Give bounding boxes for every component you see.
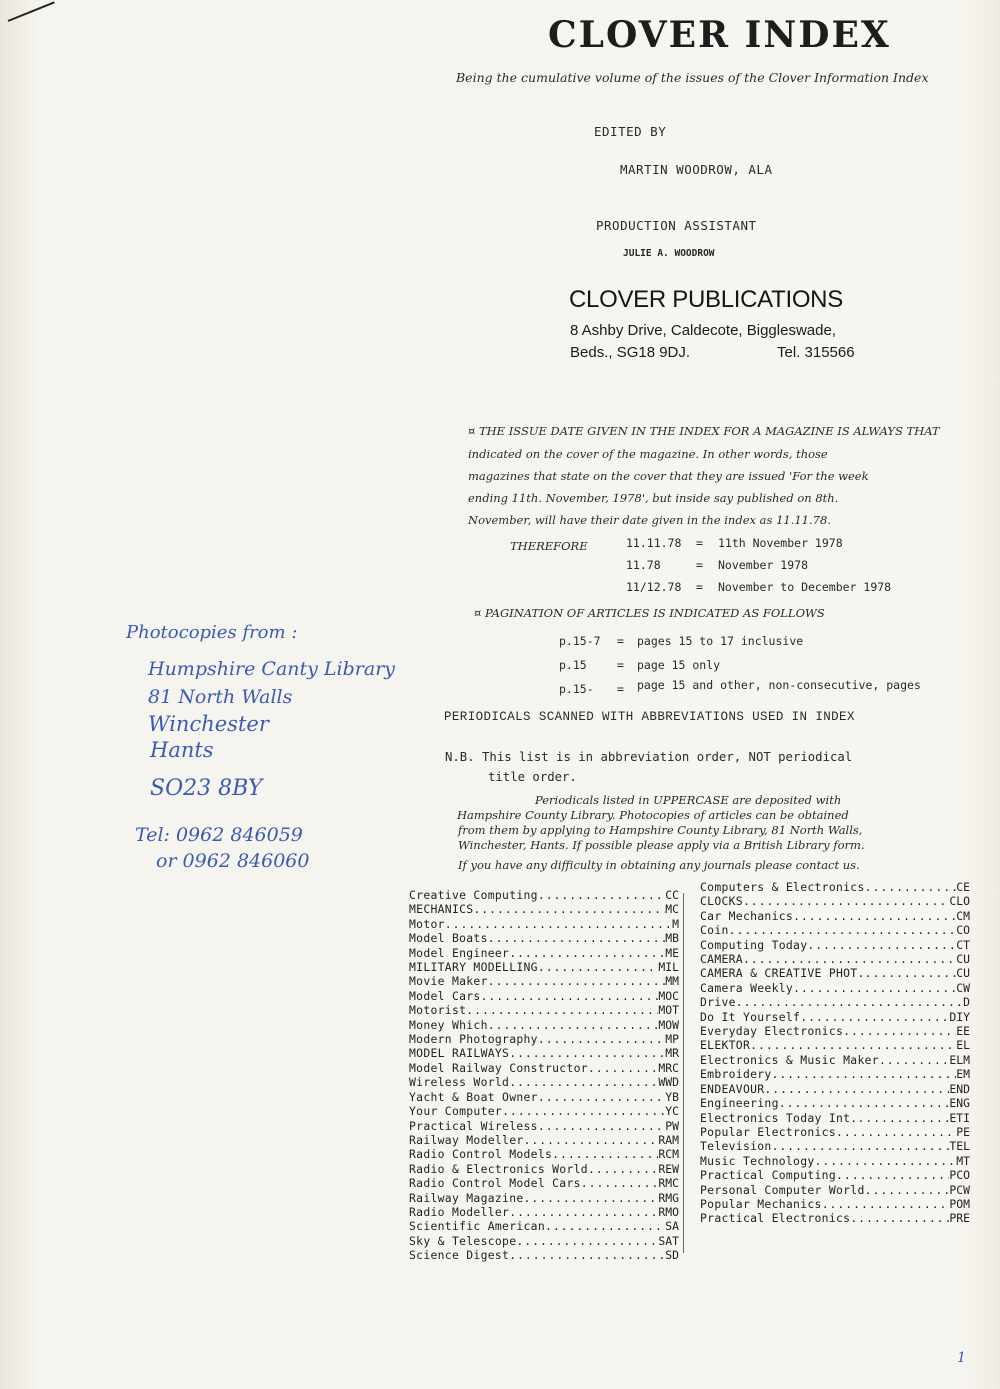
periodical-entry <box>700 981 970 995</box>
pagination-code: p.15 <box>559 658 587 672</box>
periodical-abbreviation: TEL <box>949 1139 970 1154</box>
periodical-name: Camera Weekly <box>700 980 794 995</box>
publisher-address-line2: Beds., SG18 9DJ. <box>570 344 691 361</box>
periodical-abbreviation: SA <box>665 1219 679 1234</box>
periodical-entry <box>409 931 679 945</box>
leader-dots <box>538 960 659 974</box>
leader-dots <box>729 923 957 937</box>
periodical-name: Car Mechanics <box>700 908 794 923</box>
periodical-entry <box>409 1003 679 1017</box>
periodical-abbreviation: ETI <box>949 1110 970 1125</box>
periodical-entry <box>409 1162 679 1176</box>
periodical-entry <box>409 1219 679 1233</box>
handwritten-note-line: Winchester <box>148 712 269 736</box>
periodical-name: MECHANICS <box>409 902 474 917</box>
date-example-eq: = <box>696 536 703 550</box>
leader-dots <box>807 938 956 952</box>
periodical-name: Practical Wireless <box>409 1118 538 1133</box>
periodical-name: Music Technology <box>700 1153 815 1168</box>
assistant-label: PRODUCTION ASSISTANT <box>596 218 757 233</box>
periodical-abbreviation: PW <box>665 1118 679 1133</box>
periodical-entry <box>700 1154 970 1168</box>
leader-dots <box>865 966 957 980</box>
periodical-entry <box>700 1010 970 1024</box>
periodical-name: Railway Magazine <box>409 1190 524 1205</box>
periodical-entry <box>409 888 679 902</box>
leader-dots <box>588 1061 658 1075</box>
periodical-entry <box>700 1067 970 1081</box>
periodical-entry <box>700 1096 970 1110</box>
periodical-entry <box>409 1104 679 1118</box>
leader-dots <box>481 989 659 1003</box>
leader-dots <box>865 880 957 894</box>
periodical-entry <box>409 1090 679 1104</box>
periodical-entry <box>700 1053 970 1067</box>
periodical-entry <box>409 1018 679 1032</box>
periodical-entry <box>700 1038 970 1052</box>
periodical-name: Radio Control Model Cars <box>409 1176 581 1191</box>
periodical-entry <box>700 909 970 923</box>
leader-dots <box>865 1183 950 1197</box>
periodical-abbreviation: MOW <box>658 1017 679 1032</box>
periodical-name: Electronics & Music Maker <box>700 1052 879 1067</box>
periodical-abbreviation: CT <box>956 937 970 952</box>
periodical-abbreviation: MRC <box>658 1060 679 1075</box>
periodical-entry <box>700 880 970 894</box>
pagination-meaning: page 15 only <box>637 658 721 672</box>
publisher-address-line1: 8 Ashby Drive, Caldecote, Biggleswade, <box>570 322 836 339</box>
issue-date-note-line: magazines that state on the cover that they are issued 'For the week <box>468 469 869 483</box>
periodical-name: ELEKTOR <box>700 1038 751 1053</box>
periodical-abbreviation: EE <box>956 1024 970 1039</box>
periodical-abbreviation: MM <box>665 974 679 989</box>
date-example-meaning: 11th November 1978 <box>718 536 843 550</box>
periodical-abbreviation: CLO <box>949 894 970 909</box>
periodical-name: Railway Modeller <box>409 1132 524 1147</box>
periodical-name: Practical Computing <box>700 1168 836 1183</box>
issue-date-note-line: ¤ THE ISSUE DATE GIVEN IN THE INDEX FOR A MAGAZINE IS ALWAYS THAT <box>468 424 940 438</box>
periodical-name: Movie Maker <box>409 974 488 989</box>
pagination-code: p.15-7 <box>559 634 601 648</box>
leader-dots <box>502 1104 665 1118</box>
date-example-code: 11/12.78 <box>626 580 682 594</box>
leader-dots <box>445 917 672 931</box>
periodical-name: Drive <box>700 995 736 1010</box>
periodical-name: Embroidery <box>700 1067 772 1082</box>
document-subtitle: Being the cumulative volume of the issues of the Clover Information Index <box>456 70 929 85</box>
periodical-abbreviation: YC <box>665 1104 679 1119</box>
pagination-eq: = <box>617 682 624 696</box>
periodical-abbreviation: MR <box>665 1046 679 1061</box>
leader-dots <box>509 946 665 960</box>
periodical-abbreviation: MT <box>956 1153 970 1168</box>
periodical-entry <box>409 1248 679 1262</box>
periodical-name: Television <box>700 1139 772 1154</box>
leader-dots <box>473 902 665 916</box>
leader-dots <box>488 974 666 988</box>
assistant-name: JULIE A. WOODROW <box>623 248 715 259</box>
leader-dots <box>552 1147 658 1161</box>
leader-dots <box>466 1003 658 1017</box>
periodical-abbreviation: SD <box>665 1248 679 1263</box>
page-number: 1 <box>957 1350 966 1366</box>
uppercase-note-line: Winchester, Hants. If possible please apply via a British Library form. <box>458 838 865 852</box>
leader-dots <box>524 1191 659 1205</box>
periodical-abbreviation: RMG <box>658 1190 679 1205</box>
periodical-abbreviation: CC <box>665 888 679 902</box>
periodical-abbreviation: CM <box>956 908 970 923</box>
periodical-name: Yacht & Boat Owner <box>409 1089 538 1104</box>
periodical-name: CAMERA & CREATIVE PHOT. <box>700 966 865 981</box>
date-example-eq: = <box>696 558 703 572</box>
periodical-name: Do It Yourself <box>700 1009 801 1024</box>
periodical-entry <box>409 1061 679 1075</box>
periodical-abbreviation: MC <box>665 902 679 917</box>
pagination-heading: ¤ PAGINATION OF ARTICLES IS INDICATED AS FOLLOWS <box>474 606 825 620</box>
leader-dots <box>588 1162 658 1176</box>
periodical-entry <box>700 1111 970 1125</box>
periodical-name: Computing Today <box>700 937 808 952</box>
leader-dots <box>509 1046 665 1060</box>
periodical-abbreviation: EM <box>956 1067 970 1082</box>
leader-dots <box>779 1096 950 1110</box>
date-example-meaning: November 1978 <box>718 558 809 572</box>
periodical-name: Wireless World <box>409 1075 510 1090</box>
periodicals-heading: PERIODICALS SCANNED WITH ABBREVIATIONS USED IN INDEX <box>444 710 855 724</box>
leader-dots <box>850 1211 949 1225</box>
periodical-entry <box>409 1119 679 1133</box>
pagination-eq: = <box>617 634 624 648</box>
nb-line: title order. <box>488 770 577 784</box>
document-title: CLOVER INDEX <box>548 14 891 56</box>
date-example-code: 11.11.78 <box>626 536 682 550</box>
periodical-entry <box>700 1082 970 1096</box>
leader-dots <box>843 1024 956 1038</box>
leader-dots <box>815 1154 957 1168</box>
periodical-name: Practical Electronics <box>700 1211 851 1226</box>
periodical-abbreviation: CU <box>956 952 970 967</box>
leader-dots <box>538 1032 665 1046</box>
handwritten-note-line: 81 North Walls <box>148 686 293 708</box>
periodical-name: Motorist <box>409 1003 467 1018</box>
periodical-entry <box>409 989 679 1003</box>
pagination-code: p.15- <box>559 682 594 696</box>
leader-dots <box>857 1111 949 1125</box>
periodical-name: Your Computer <box>409 1104 503 1119</box>
pagination-meaning: pages 15 to 17 inclusive <box>637 634 804 648</box>
uppercase-note-line: Hampshire County Library. Photocopies of articles can be obtained <box>457 808 849 822</box>
publisher-name: CLOVER PUBLICATIONS <box>569 286 843 313</box>
leader-dots <box>800 1010 949 1024</box>
leader-dots <box>488 931 666 945</box>
periodical-abbreviation: PE <box>956 1124 970 1139</box>
periodical-name: Radio Modeller <box>409 1204 510 1219</box>
periodical-abbreviation: SAT <box>658 1233 679 1248</box>
periodical-abbreviation: EL <box>956 1038 970 1053</box>
periodical-entry <box>409 1133 679 1147</box>
periodical-name: Radio & Electronics World <box>409 1161 588 1176</box>
periodical-name: Model Engineer <box>409 945 510 960</box>
periodical-name: Science Digest <box>409 1248 510 1263</box>
periodical-entry <box>700 1211 970 1225</box>
leader-dots <box>538 888 665 902</box>
periodical-abbreviation: D <box>963 995 970 1010</box>
periodical-entry <box>409 902 679 916</box>
periodical-abbreviation: YB <box>665 1089 679 1104</box>
leader-dots <box>772 1139 950 1153</box>
leader-dots <box>879 1053 949 1067</box>
periodical-name: Electronics Today Int. <box>700 1110 858 1125</box>
periodical-entry <box>700 938 970 952</box>
periodical-name: ENDEAVOUR <box>700 1081 765 1096</box>
handwritten-note-line: Photocopies from : <box>126 622 298 643</box>
handwritten-note-line: Humpshire Canty Library <box>148 658 396 680</box>
periodical-abbreviation: CW <box>956 980 970 995</box>
periodical-abbreviation: PRE <box>949 1211 970 1226</box>
periodical-entry <box>700 952 970 966</box>
periodical-abbreviation: RMO <box>658 1204 679 1219</box>
periodical-abbreviation: MOC <box>658 988 679 1003</box>
leader-dots <box>538 1090 665 1104</box>
periodical-name: Model Cars <box>409 988 481 1003</box>
leader-dots <box>743 894 949 908</box>
leader-dots <box>524 1133 659 1147</box>
leader-dots <box>581 1176 659 1190</box>
publisher-telephone: Tel. 315566 <box>777 344 855 361</box>
leader-dots <box>750 1038 956 1052</box>
periodical-name: Money Which <box>409 1017 488 1032</box>
periodical-name: Everyday Electronics <box>700 1024 844 1039</box>
pen-mark <box>8 1 55 22</box>
periodical-entry <box>409 960 679 974</box>
periodical-entry <box>409 1147 679 1161</box>
leader-dots <box>545 1219 665 1233</box>
leader-dots <box>509 1248 665 1262</box>
periodical-entry <box>409 1191 679 1205</box>
periodical-name: Computers & Electronics <box>700 880 865 894</box>
periodical-name: MILITARY MODELLING <box>409 960 538 975</box>
periodical-entry <box>409 1234 679 1248</box>
periodical-entry <box>409 946 679 960</box>
periodical-abbreviation: CU <box>956 966 970 981</box>
leader-dots <box>836 1125 956 1139</box>
periodical-abbreviation: MOT <box>658 1003 679 1018</box>
periodical-name: Popular Electronics <box>700 1124 836 1139</box>
periodical-name: Engineering <box>700 1096 779 1111</box>
periodical-abbreviation: MP <box>665 1032 679 1047</box>
edited-by-label: EDITED BY <box>594 124 667 139</box>
leader-dots <box>764 1082 949 1096</box>
leader-dots <box>743 952 956 966</box>
periodical-abbreviation: CO <box>956 923 970 938</box>
leader-dots <box>538 1119 665 1133</box>
periodical-entry <box>409 1046 679 1060</box>
periodical-entry <box>409 1075 679 1089</box>
periodical-abbreviation: CE <box>956 880 970 894</box>
periodical-entry <box>700 1197 970 1211</box>
date-example-eq: = <box>696 580 703 594</box>
periodical-entry <box>409 917 679 931</box>
leader-dots <box>509 1075 658 1089</box>
periodical-abbreviation: DIY <box>949 1009 970 1024</box>
periodical-entry <box>409 1176 679 1190</box>
periodical-abbreviation: REW <box>658 1161 679 1176</box>
date-example-meaning: November to December 1978 <box>718 580 892 594</box>
periodical-name: Motor <box>409 916 445 931</box>
periodical-name: Radio Control Models <box>409 1147 553 1162</box>
periodical-abbreviation: PCW <box>949 1182 970 1197</box>
periodical-abbreviation: ELM <box>949 1052 970 1067</box>
uppercase-note-line: from them by applying to Hampshire County Library, 81 North Walls, <box>458 823 863 837</box>
therefore-label: THEREFORE <box>510 539 588 553</box>
leader-dots <box>516 1234 658 1248</box>
periodical-abbreviation: PCO <box>949 1168 970 1183</box>
pagination-meaning: page 15 and other, non-consecutive, pages <box>637 678 921 692</box>
periodical-entry <box>700 894 970 908</box>
editor-name: MARTIN WOODROW, ALA <box>620 162 773 177</box>
periodical-abbreviation: RMC <box>658 1176 679 1191</box>
issue-date-note-line: indicated on the cover of the magazine. In other words, those <box>468 447 828 461</box>
periodical-name: Model Railway Constructor <box>409 1060 588 1075</box>
periodical-abbreviation: MB <box>665 931 679 946</box>
periodical-name: CAMERA <box>700 952 743 967</box>
periodical-entry <box>700 966 970 980</box>
periodical-entry <box>700 1168 970 1182</box>
periodical-name: Model Boats <box>409 931 488 946</box>
leader-dots <box>793 981 956 995</box>
leader-dots <box>793 909 956 923</box>
periodical-name: MODEL RAILWAYS <box>409 1046 510 1061</box>
leader-dots <box>488 1018 659 1032</box>
uppercase-note-line: Periodicals listed in UPPERCASE are deposited with <box>535 793 842 807</box>
periodicals-list-left <box>409 888 679 1263</box>
handwritten-note-line: Hants <box>150 738 214 762</box>
periodical-abbreviation: POM <box>949 1196 970 1211</box>
periodical-entry <box>700 923 970 937</box>
periodical-entry <box>409 1205 679 1219</box>
leader-dots <box>822 1197 950 1211</box>
periodical-name: Personal Computer World <box>700 1182 865 1197</box>
periodical-entry <box>700 1024 970 1038</box>
leader-dots <box>736 995 963 1009</box>
periodical-entry <box>409 1032 679 1046</box>
date-example-code: 11.78 <box>626 558 661 572</box>
periodicals-list-right <box>700 880 970 1226</box>
periodical-abbreviation: RCM <box>658 1147 679 1162</box>
periodical-name: Coin <box>700 923 729 938</box>
leader-dots <box>509 1205 658 1219</box>
nb-line: N.B. This list is in abbreviation order, NOT periodical <box>445 750 853 764</box>
periodical-abbreviation: ENG <box>949 1096 970 1111</box>
periodical-abbreviation: M <box>672 916 679 931</box>
periodical-name: Creative Computing <box>409 888 538 902</box>
periodical-name: Sky & Telescope <box>409 1233 517 1248</box>
periodical-abbreviation: ME <box>665 945 679 960</box>
column-divider <box>683 893 684 1253</box>
leader-dots <box>836 1168 949 1182</box>
periodical-name: CLOCKS <box>700 894 743 909</box>
periodical-abbreviation: MIL <box>658 960 679 975</box>
issue-date-note-line: November, will have their date given in the index as 11.11.78. <box>468 513 831 527</box>
handwritten-note-line: Tel: 0962 846059 <box>135 824 303 846</box>
pagination-eq: = <box>617 658 624 672</box>
periodical-abbreviation: WWD <box>658 1075 679 1090</box>
issue-date-note-line: ending 11th. November, 1978', but inside say published on 8th. <box>468 491 839 505</box>
periodical-name: Scientific American <box>409 1219 545 1234</box>
periodical-entry <box>409 974 679 988</box>
periodical-name: Modern Photography <box>409 1032 538 1047</box>
periodical-abbreviation: END <box>949 1081 970 1096</box>
handwritten-note-line: SO23 8BY <box>150 776 263 801</box>
periodical-entry <box>700 1183 970 1197</box>
periodical-abbreviation: RAM <box>658 1132 679 1147</box>
leader-dots <box>772 1067 957 1081</box>
handwritten-note-line: or 0962 846060 <box>156 850 310 872</box>
periodical-entry <box>700 1139 970 1153</box>
periodical-entry <box>700 1125 970 1139</box>
difficulty-note: If you have any difficulty in obtaining any journals please contact us. <box>458 858 860 872</box>
periodical-name: Popular Mechanics <box>700 1196 822 1211</box>
periodical-entry <box>700 995 970 1009</box>
